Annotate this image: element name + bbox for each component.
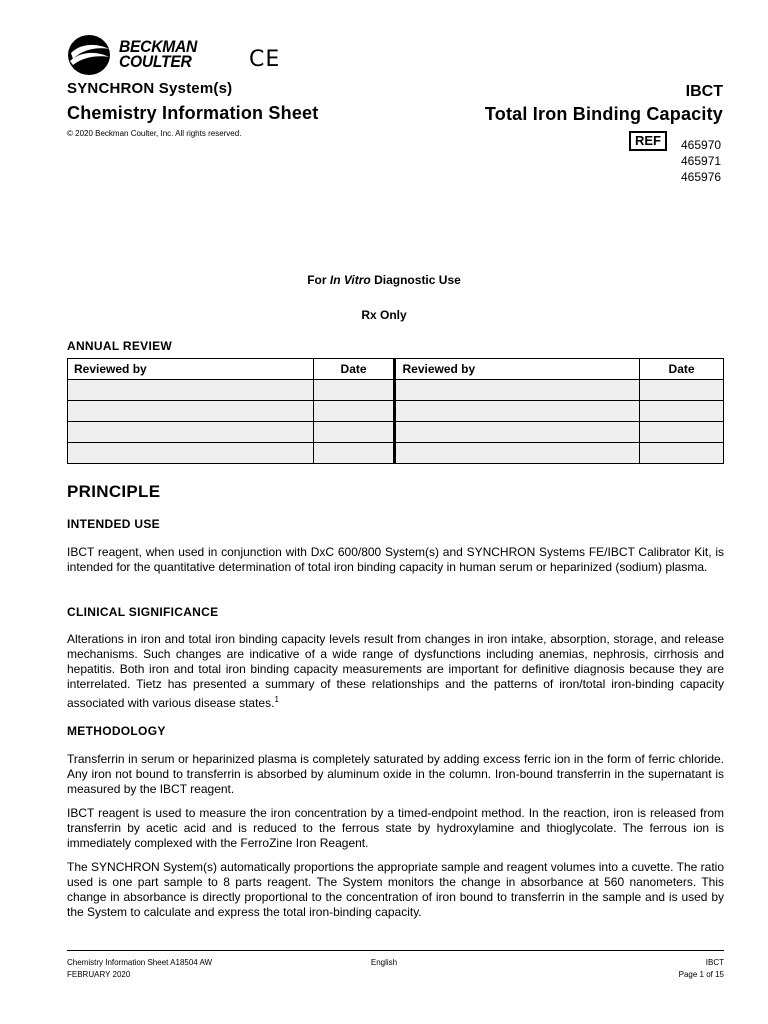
- table-cell[interactable]: [395, 422, 640, 443]
- table-header-row: [68, 359, 724, 380]
- table-cell[interactable]: [640, 401, 724, 422]
- col-reviewed-by: Reviewed by: [68, 359, 314, 380]
- table-cell[interactable]: [395, 380, 640, 401]
- table-row: [68, 443, 724, 464]
- brand-line-2: COULTER: [119, 52, 192, 71]
- table-cell[interactable]: [68, 422, 314, 443]
- brand-wordmark: [119, 39, 211, 69]
- table-cell[interactable]: [640, 422, 724, 443]
- copyright: © 2020 Beckman Coulter, Inc. All rights reserved.: [67, 129, 242, 138]
- principle-heading: PRINCIPLE: [67, 482, 161, 501]
- annual-review-label: ANNUAL REVIEW: [67, 339, 173, 353]
- system-label: SYNCHRON System(s): [67, 80, 233, 97]
- methodology-paragraph-3: The SYNCHRON System(s) automatically proportions the appropriate sample and reagent volumes into a cuvette. The ratio used is one part sample to 8 parts reagent. The System monitors the change in absorbance at 560 nanometers. This change in absorbance is directly proportional to the concentration of iron bound to transferrin in the sample and is used by the System to calculate and express the total iron-binding capacity.: [67, 860, 724, 919]
- reference-superscript: 1: [274, 695, 279, 704]
- brand-line-1: BECKMAN: [119, 37, 198, 56]
- table-cell[interactable]: [395, 443, 640, 464]
- table-row: [68, 401, 724, 422]
- ref-number: 465970: [681, 138, 722, 152]
- ivd-suffix: Diagnostic Use: [370, 273, 461, 287]
- methodology-paragraph-2: IBCT reagent is used to measure the iron concentration by a timed-endpoint method. In the reaction, iron is released from transferrin by acetic acid and is reduced to the ferrous state by hydroxylamine and thioglycolate. The ferrous ion is immediately complexed with the FerroZine Iron Reagent.: [67, 806, 724, 850]
- ref-number: 465976: [681, 170, 722, 184]
- table-cell[interactable]: [313, 443, 395, 464]
- table-cell[interactable]: [640, 443, 724, 464]
- methodology-heading: METHODOLOGY: [67, 724, 166, 738]
- rx-only: Rx Only: [361, 308, 407, 322]
- ref-symbol: REF: [629, 131, 667, 151]
- table-cell[interactable]: [313, 401, 395, 422]
- table-cell[interactable]: [68, 401, 314, 422]
- footer-right: [679, 957, 724, 981]
- clinical-significance-text: [67, 632, 724, 711]
- footer-code: IBCT: [705, 958, 724, 967]
- footer-doc-id: Chemistry Information Sheet A18504 AW: [67, 958, 213, 967]
- clinical-significance-heading: CLINICAL SIGNIFICANCE: [67, 605, 219, 619]
- table-cell[interactable]: [395, 401, 640, 422]
- col-reviewed-by: Reviewed by: [395, 359, 640, 380]
- product-name: Total Iron Binding Capacity: [484, 104, 723, 124]
- footer-language: English: [370, 958, 398, 967]
- table-cell[interactable]: [313, 380, 395, 401]
- ref-number: 465971: [681, 154, 722, 168]
- ce-mark: CE: [249, 47, 281, 72]
- ivd-prefix: For: [307, 273, 330, 287]
- col-date: Date: [313, 359, 395, 380]
- intended-use-text: IBCT reagent, when used in conjunction with DxC 600/800 System(s) and SYNCHRON Systems FE/IBCT Calibrator Kit, is intended for the quantitative determination of total iron binding capacity in human serum or heparinized (sodium) plasma.: [67, 545, 724, 574]
- table-cell[interactable]: [640, 380, 724, 401]
- table-cell[interactable]: [68, 380, 314, 401]
- ivd-italic: In Vitro: [329, 273, 371, 287]
- sheet-title: Chemistry Information Sheet: [67, 103, 319, 123]
- product-code: IBCT: [685, 83, 723, 100]
- annual-review-table: [67, 358, 724, 464]
- ivd-statement: [0, 273, 768, 287]
- footer-date: FEBRUARY 2020: [67, 970, 131, 979]
- footer-divider: [67, 950, 724, 951]
- beckman-coulter-logo: [67, 33, 217, 77]
- clinical-text: Alterations in iron and total iron binding capacity levels result from changes in iron intake, absorption, storage, and release mechanisms. Such changes are indicative of a wide range of dysfunctions including anemias, nephrosis, cirrhosis and hepatitis. Both iron and total iron binding capacity measurements are important for definitive diagnosis because they are interrelated. Tietz has presented a summary of these relationships and the patterns of iron/total iron-binding capacity associated with various disease states.: [67, 632, 724, 710]
- intended-use-heading: INTENDED USE: [67, 517, 160, 531]
- ref-numbers: [681, 137, 721, 185]
- table-row: [68, 380, 724, 401]
- table-row: [68, 422, 724, 443]
- footer-page-number: Page 1 of 15: [678, 970, 724, 979]
- table-cell[interactable]: [68, 443, 314, 464]
- table-cell[interactable]: [313, 422, 395, 443]
- col-date: Date: [640, 359, 724, 380]
- methodology-paragraph-1: Transferrin in serum or heparinized plasma is completely saturated by adding excess ferric ion in the form of ferric chloride. Any iron not bound to transferrin is absorbed by aluminum oxide in the column. Iron-bound transferrin in the supernatant is measured by the IBCT reagent.: [67, 752, 724, 796]
- beckman-coulter-logo-icon: [67, 33, 113, 77]
